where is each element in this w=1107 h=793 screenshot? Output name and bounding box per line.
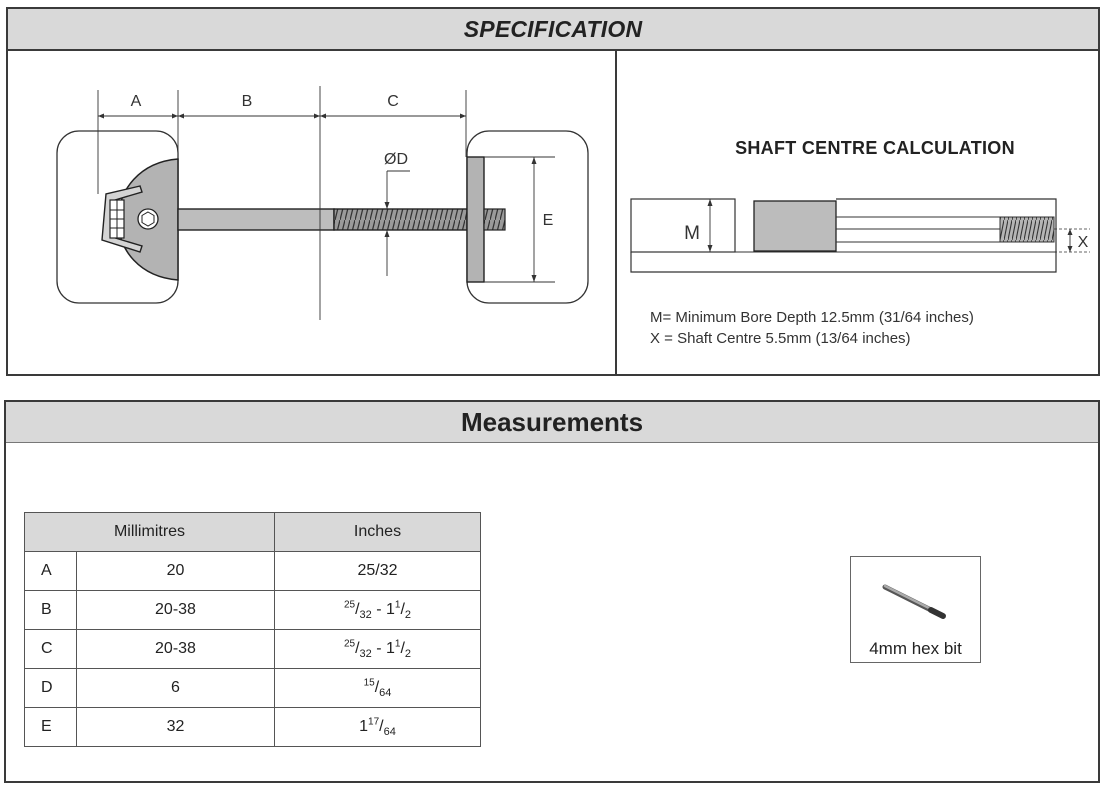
specification-title: SPECIFICATION — [463, 15, 643, 42]
dim-d-label: ØD — [384, 151, 408, 168]
measurements-table — [24, 512, 481, 747]
table-row — [25, 669, 481, 708]
dim-e-label: E — [542, 212, 554, 229]
table-row — [25, 630, 481, 669]
hex-bit-caption: 4mm hex bit — [869, 639, 962, 658]
table-header-row — [25, 513, 481, 552]
table-row — [25, 552, 481, 591]
dim-b-label: B — [241, 93, 253, 110]
measurements-title: Measurements — [460, 406, 644, 437]
cam-block — [754, 201, 836, 251]
row-inches: $^{15}/_{64}$ — [275, 669, 481, 708]
dim-c-label: C — [387, 93, 399, 110]
row-mm: 20-38 — [77, 591, 275, 630]
column-header-mm: Millimitres — [25, 513, 275, 552]
row-inches: $1^{17}/_{64}$ — [275, 708, 481, 747]
table-row — [25, 708, 481, 747]
shaft-centre-title: SHAFT CENTRE CALCULATION — [735, 138, 1015, 158]
note-shaft-centre: X = Shaft Centre 5.5mm (13/64 inches) — [650, 330, 911, 347]
threaded-shaft — [334, 209, 467, 230]
row-mm: 20 — [77, 552, 275, 591]
table-row — [25, 591, 481, 630]
row-mm: 20-38 — [77, 630, 275, 669]
hex-bit-icon — [851, 557, 980, 637]
dim-a-label: A — [130, 93, 142, 110]
row-mm: 32 — [77, 708, 275, 747]
shaft-thread — [1000, 217, 1054, 242]
row-letter: D — [25, 669, 77, 708]
row-inches: $^{25}/_{32} - 1^1/_2$ — [275, 591, 481, 630]
column-header-inches: Inches — [275, 513, 481, 552]
smooth-shaft — [178, 209, 334, 230]
row-letter: E — [25, 708, 77, 747]
anchor-plate — [467, 157, 484, 282]
hex-bit-box — [850, 556, 981, 663]
row-letter: C — [25, 630, 77, 669]
row-letter: A — [25, 552, 77, 591]
note-min-bore-depth: M= Minimum Bore Depth 12.5mm (31/64 inches) — [650, 309, 974, 326]
row-inches: $^{25}/_{32} - 1^1/_2$ — [275, 630, 481, 669]
bore-panel-left — [631, 199, 735, 252]
measurements-header — [6, 402, 1098, 443]
row-letter: B — [25, 591, 77, 630]
row-mm: 6 — [77, 669, 275, 708]
label-x: X — [1077, 234, 1089, 251]
row-inches: 25/32 — [275, 552, 481, 591]
label-m: M — [684, 223, 700, 244]
